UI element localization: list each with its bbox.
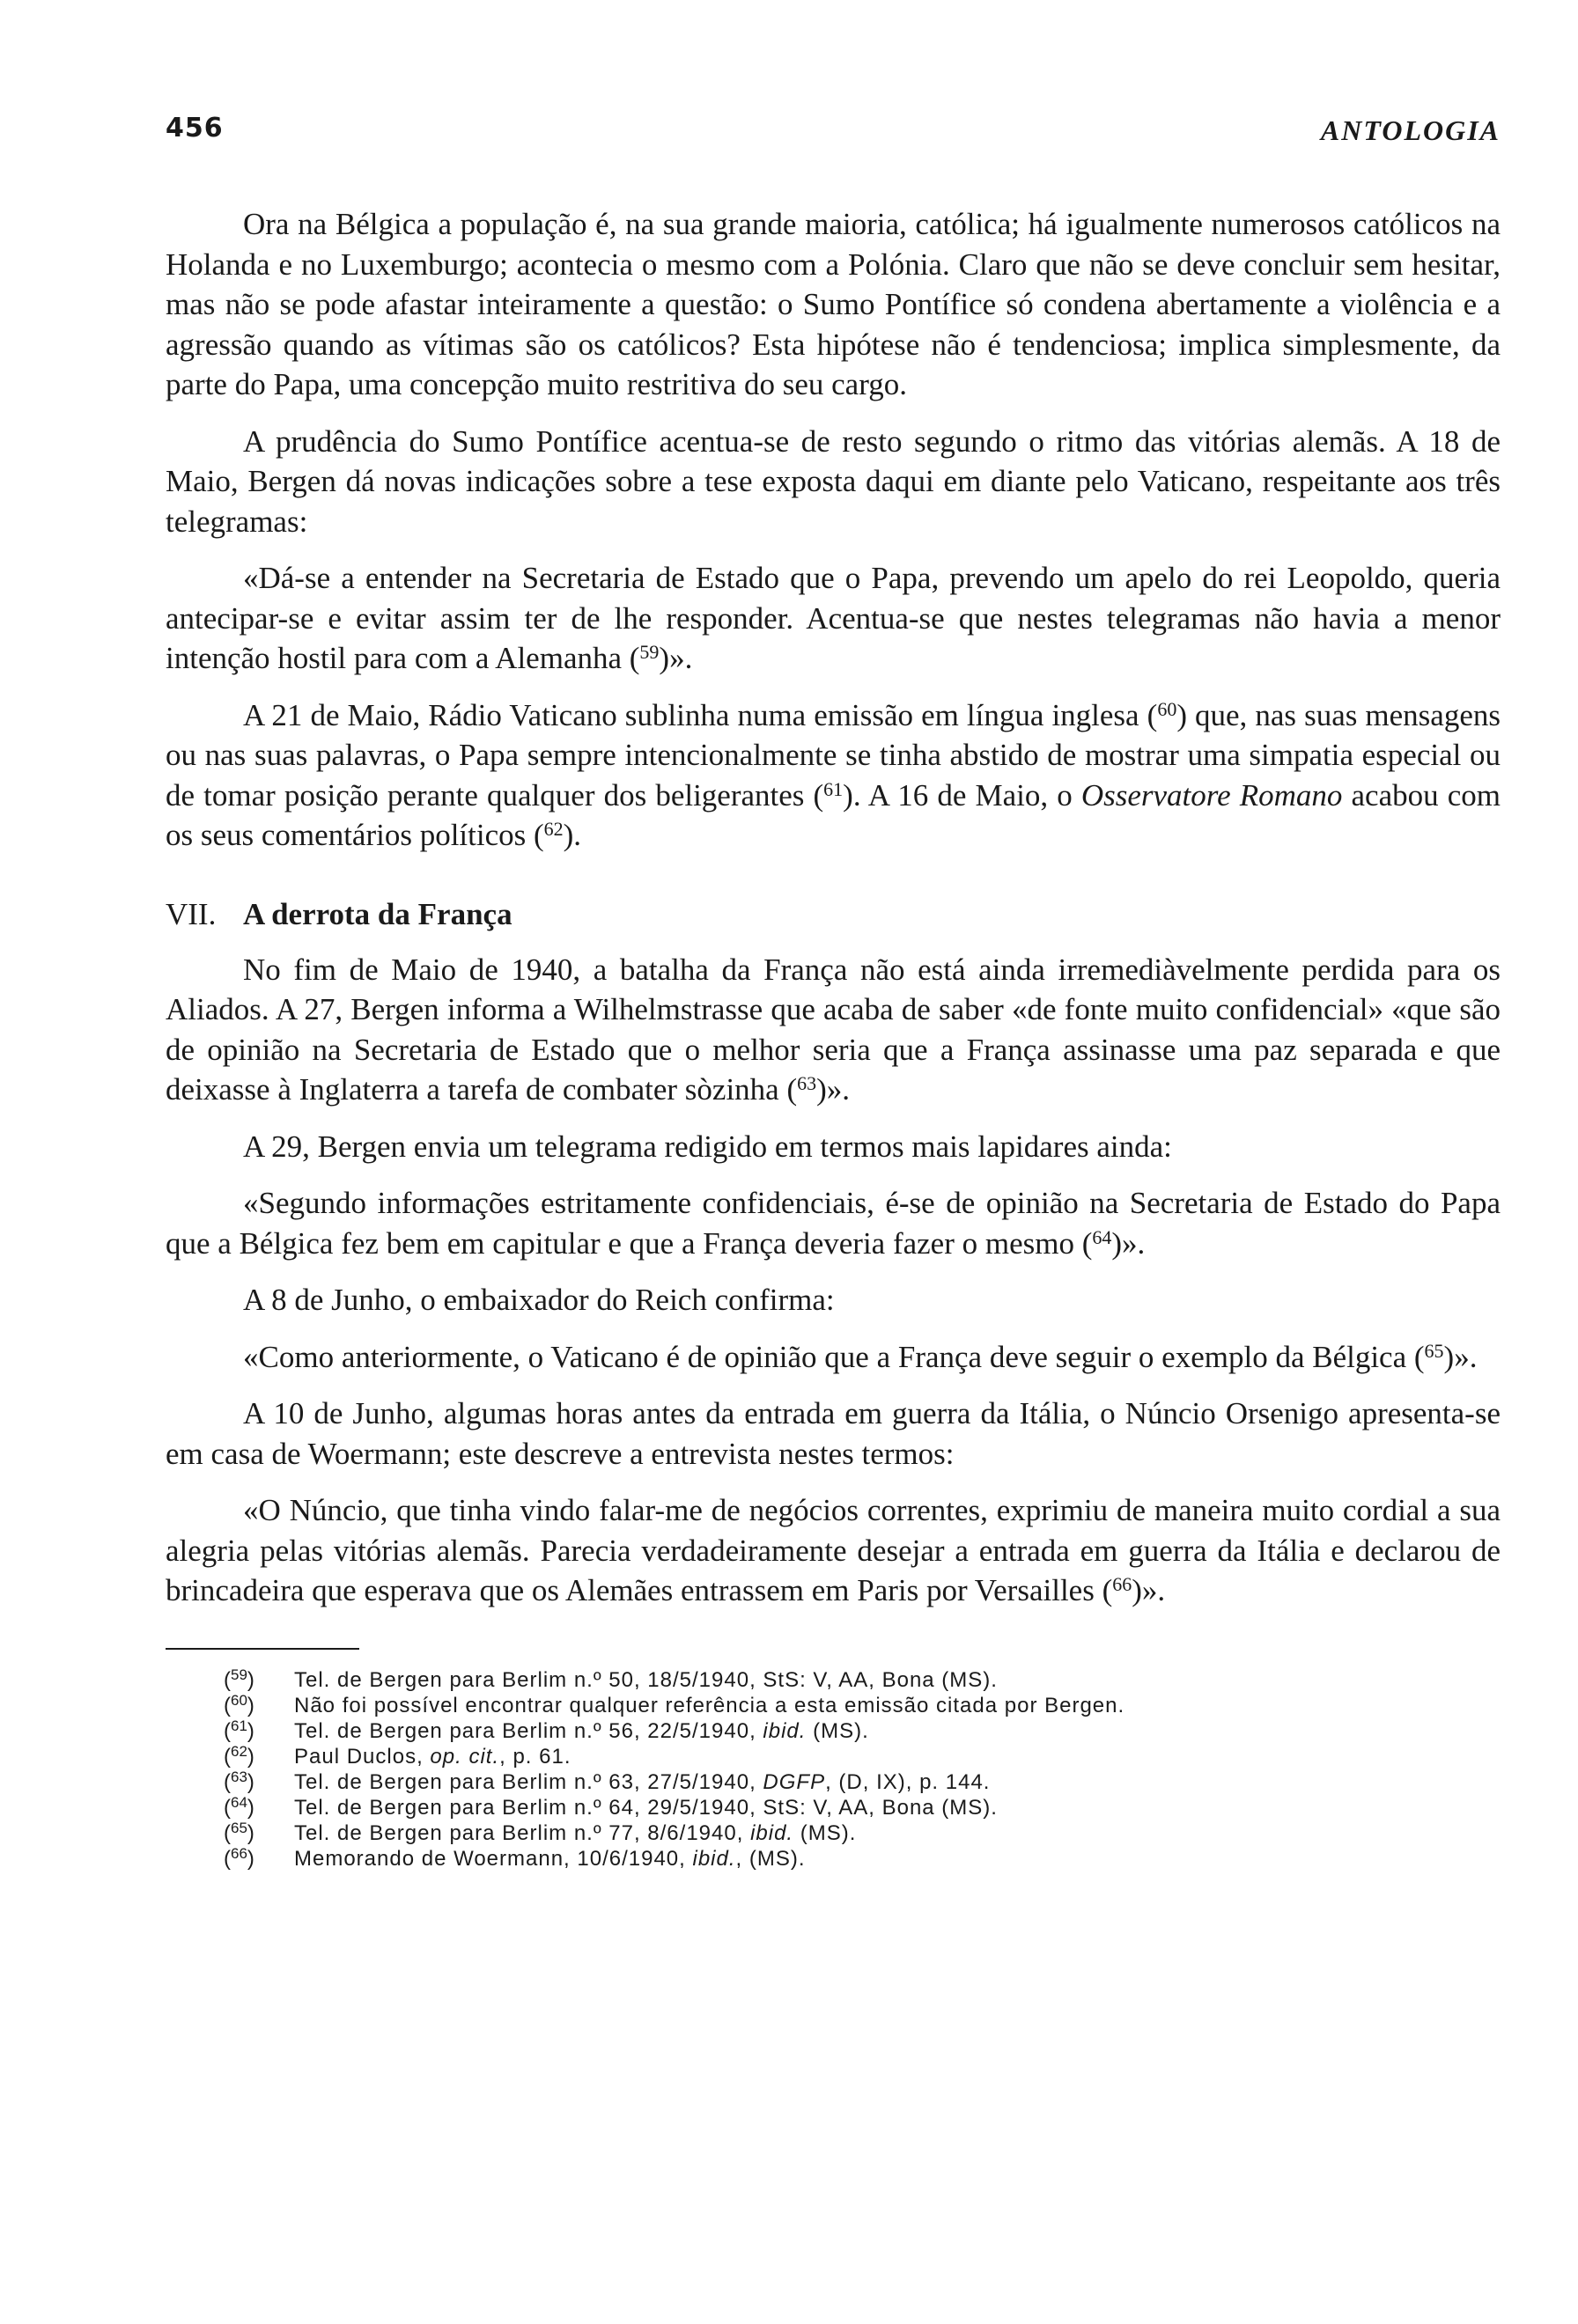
footnote-ref: 64 [1092,1225,1112,1248]
text-run: Memorando de Woermann, 10/6/1940, [294,1846,693,1871]
text-run: ). [563,818,582,852]
footnote-text [294,1744,571,1769]
body-text [166,204,1501,1611]
paragraph-10: A 10 de Junho, algumas horas antes da entrada em guerra da Itália, o Núncio Orsenigo apresenta-se em casa de Woermann; este descreve a entrevista nestes termos: [166,1396,1501,1471]
footnote-num: 60 [231,1691,247,1709]
text-run: )». [816,1072,851,1107]
quote-end: )». [1111,1225,1146,1261]
footnote-ref: 65 [1424,1339,1444,1362]
footnote-text [294,1846,806,1872]
footnote [224,1744,1501,1769]
footnote-number: ($^{63}$) [224,1768,254,1794]
paragraph-8: A 8 de Junho, o embaixador do Reich confirma: [243,1283,835,1317]
footnote-number: ($^{65}$) [224,1819,254,1845]
footnote [224,1718,1501,1744]
footnote-number: ($^{64}$) [224,1793,254,1820]
footnote-ref: 59 [639,641,660,663]
footnote-ref: 66 [1112,1573,1132,1595]
footnote-num: 66 [231,1844,247,1862]
text-run: , (D, IX), p. 144. [825,1769,991,1794]
footnotes [166,1667,1501,1872]
footnote [224,1795,1501,1820]
footnote-text [294,1769,990,1795]
footnote-number: ($^{60}$) [224,1691,254,1717]
newspaper-title: Osservatore Romano [1080,777,1343,813]
text-run: , (MS). [735,1846,806,1871]
paragraph-5 [166,950,1501,1110]
footnote-num: 63 [231,1768,247,1785]
footnote-text: Tel. de Bergen para Berlim n.º 64, 29/5/1940, StS: V, AA, Bona (MS). [294,1795,998,1820]
footnote-number: ($^{59}$) [224,1666,254,1692]
italic-abbrev: ibid. [692,1846,736,1871]
footnote-ref: 61 [823,777,844,800]
quote-text: «Dá-se a entender na Secretaria de Estado que o Papa, prevendo um apelo do rei Leopoldo, queria antecipar-se e evitar assim ter de lhe responder. Acentua-se que nestes telegramas não havia a menor intenção hostil para com a Alemanha ( [166,561,1501,675]
quote-end: )». [659,641,693,675]
section-number: VII. [166,896,217,931]
footnote-ref: 60 [1157,697,1177,720]
text-run: Tel. de Bergen para Berlim n.º 63, 27/5/1940, [294,1769,763,1794]
italic-abbrev: ibid. [763,1718,807,1743]
quote-end: )». [1132,1573,1166,1607]
footnote-num: 59 [231,1666,247,1683]
footnote [224,1769,1501,1795]
footnote-text [294,1820,856,1846]
footnote-divider [166,1648,359,1650]
section-heading [166,894,1501,934]
quote-paragraph-2 [166,1183,1501,1263]
text-run: Paul Duclos, [294,1744,431,1769]
footnote-number: ($^{66}$) [224,1844,254,1871]
italic-abbrev: op. cit. [430,1744,500,1769]
footnote-ref: 62 [543,818,564,840]
italic-abbrev: ibid. [750,1820,794,1845]
text-run: Tel. de Bergen para Berlim n.º 77, 8/6/1940, [294,1820,751,1845]
quote-text: «Como anteriormente, o Vaticano é de opinião que a França deve seguir o exemplo da Bélgica ( [243,1339,1425,1374]
paragraph-2: A prudência do Sumo Pontífice acentua-se de resto segundo o ritmo das vitórias alemãs. A 18 de Maio, Bergen dá novas indicações sobre a tese exposta daqui em diante pelo Vaticano, respeitante aos três telegramas: [166,423,1501,539]
text-run: A 21 de Maio, Rádio Vaticano sublinha numa emissão em língua inglesa ( [243,697,1158,732]
footnote-ref: 63 [797,1072,817,1094]
footnote-num: 62 [231,1742,247,1760]
footnote-num: 65 [231,1819,247,1836]
paragraph-1: Ora na Bélgica a população é, na sua grande maioria, católica; há igualmente numerosos católicos na Holanda e no Luxemburgo; acontecia o mesmo com a Polónia. Claro que não se deve concluir sem hesitar, mas não se pode afastar inteiramente a questão: o Sumo Pontífice só condena abertamente a violência e a agressão quando as vítimas são os católicos? Esta hipótese não é tendenciosa; implica simplesmente, da parte do Papa, uma concepção muito restritiva do seu cargo. [166,207,1501,401]
text-run: ). A 16 de Maio, o [843,777,1081,813]
footnote [224,1693,1501,1718]
footnote-text [294,1718,869,1744]
footnote-text: Tel. de Bergen para Berlim n.º 50, 18/5/1940, StS: V, AA, Bona (MS). [294,1667,998,1692]
quote-text: «O Núncio, que tinha vindo falar-me de negócios correntes, exprimiu de maneira muito cordial a sua alegria pelas vitórias alemãs. Parecia verdadeiramente desejar a entrada em guerra da Itália e declarou de brincadeira que esperava que os Alemães entrassem em Paris por Versailles ( [166,1493,1501,1607]
text-run: ) que, nas suas mensagens ou nas suas palavras, o Papa sempre intencionalmente se tinha abstido de mostrar uma simpatia especial ou de tomar posição perante qualquer dos beligerantes ( [166,697,1501,813]
page [166,113,1501,2296]
quote-paragraph-3 [166,1337,1501,1378]
text-run: acabou com os seus comentários políticos ( [166,777,1501,852]
footnote-number: ($^{61}$) [224,1717,254,1743]
footnote [224,1820,1501,1846]
quote-text: «Segundo informações estritamente confidenciais, é-se de opinião na Secretaria de Estado do Papa que a Bélgica fez bem em capitular e que a França deveria fazer o mesmo ( [166,1186,1501,1261]
running-head [166,113,1501,165]
quote-paragraph-4 [166,1490,1501,1611]
footnote [224,1846,1501,1872]
paragraph-4 [166,695,1501,856]
page-number: 456 [166,113,224,143]
quote-end: )». [1443,1339,1478,1374]
text-run: Tel. de Bergen para Berlim n.º 56, 22/5/1940, [294,1718,763,1743]
paragraph-6: A 29, Bergen envia um telegrama redigido em termos mais lapidares ainda: [243,1129,1172,1164]
text-run: No fim de Maio de 1940, a batalha da França não está ainda irremediàvelmente perdida para os Aliados. A 27, Bergen informa a Wilhelmstrasse que acaba de saber «de fonte muito confidencial» «que são de opinião na Secretaria de Estado que o melhor seria que a França assinasse uma paz separada e que deixasse à Inglaterra a tarefa de combater sòzinha ( [166,952,1501,1107]
quote-paragraph-1 [166,558,1501,679]
section-title: A derrota da França [243,896,512,931]
text-run: (MS). [793,1820,857,1845]
italic-abbrev: DGFP [763,1769,826,1794]
text-run: (MS). [806,1718,869,1743]
book-title: ANTOLOGIA [1320,114,1501,146]
footnote-number: ($^{62}$) [224,1742,254,1769]
footnote [224,1667,1501,1693]
footnote-num: 64 [231,1793,247,1811]
footnote-text: Não foi possível encontrar qualquer referência a esta emissão citada por Bergen. [294,1693,1125,1717]
text-run: , p. 61. [499,1744,571,1769]
footnote-num: 61 [231,1717,247,1734]
